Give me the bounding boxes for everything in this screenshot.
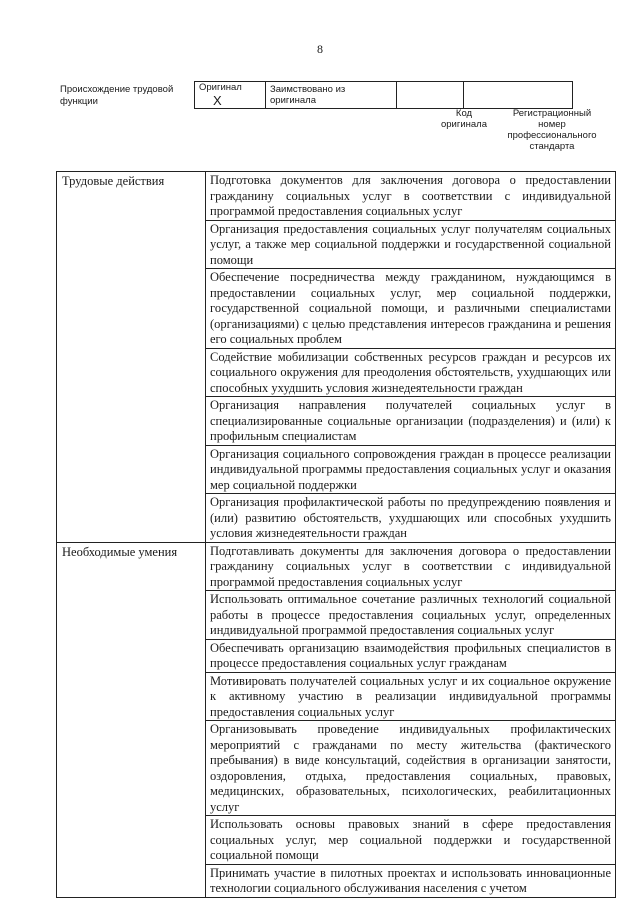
page-number: 8: [317, 42, 323, 56]
table-row-required-skills: [57, 542, 616, 897]
row-items: [206, 172, 616, 543]
functions-table: [56, 171, 616, 898]
list-item: Организация предоставления социальных услуг получателям социальных услуг, а также мер социальной поддержки и государственной социальной помощи: [206, 221, 615, 270]
borrowed-label: Заимствовано из оригинала: [266, 82, 397, 109]
list-item: Обеспечение посредничества между гражданином, нуждающимся в предоставлении социальных услуг, мер социальной поддержки, государственной социальной помощи, и различными специалистами (организациями) с целью представления интересов гражданина и решения его социальных проблем: [206, 269, 615, 349]
list-item: Подготовка документов для заключения договора о предоставлении гражданину социальных услуг в соответствии с индивидуальной программой предоставления социальных услуг: [206, 172, 615, 221]
reg-number-cell: [464, 82, 573, 109]
list-item: Обеспечивать организацию взаимодействия профильных специалистов в процессе предоставления социальных услуг гражданам: [206, 640, 615, 673]
list-item: Мотивировать получателей социальных услуг и их социальное окружение к активному участию в реализации индивидуальной программы предоставления социальных услуг: [206, 673, 615, 722]
row-label: Трудовые действия: [57, 172, 206, 543]
list-item: Организовывать проведение индивидуальных профилактических мероприятий с гражданами по месту жительства (фактического пребывания) в виде консультаций, содействия в организации занятости, оздоровления, отдыха, предоставления социальных, правовых, медицинских, образовательных, психологических, реабилитационных услуг: [206, 721, 615, 816]
list-item: Использовать основы правовых знаний в сфере предоставления социальных услуг, мер социальной поддержки и государственной социальной помощи: [206, 816, 615, 865]
list-item: Принимать участие в пилотных проектах и использовать инновационные технологии социального обслуживания населения с учетом: [210, 865, 611, 895]
code-caption: Код оригинала: [440, 108, 487, 130]
list-item: Организация социального сопровождения граждан в процессе реализации индивидуальной программы предоставления социальных услуг и оказания мер социальной поддержки: [206, 446, 615, 495]
table-row-labor-actions: [57, 172, 616, 543]
list-item: Использовать оптимальное сочетание различных технологий социальной работы в процессе предоставления социальных услуг, определенных индивидуальной программой предоставления социальных услуг: [206, 591, 615, 640]
origin-table: [194, 81, 573, 109]
original-label: Оригинал: [199, 82, 242, 93]
list-item: Организация направления получателей социальных услуг в специализированные социальные организации (подразделения) и (или) к профильным специалистам: [206, 397, 615, 446]
code-cell: [397, 82, 464, 109]
original-mark: X: [213, 93, 222, 108]
row-label: Необходимые умения: [57, 542, 206, 897]
reg-caption: Регистрационный номер профессионального стандарта: [507, 108, 597, 152]
origin-original-cell: [195, 82, 266, 109]
list-item: Подготавливать документы для заключения договора о предоставлении гражданину социальных услуг в соответствии с индивидуальной программой предоставления социальных услуг: [206, 543, 615, 592]
row-items: [206, 542, 616, 897]
origin-label: Происхождение трудовой функции: [60, 84, 174, 107]
list-item: Организация профилактической работы по предупреждению появления и (или) развитию обстоятельств, ухудшающих или способных ухудшить условия жизнедеятельности граждан: [210, 495, 611, 540]
list-item: Содействие мобилизации собственных ресурсов граждан и ресурсов их социального окружения для преодоления обстоятельств, ухудшающих или способных ухудшить условия жизнедеятельности граждан: [206, 349, 615, 398]
